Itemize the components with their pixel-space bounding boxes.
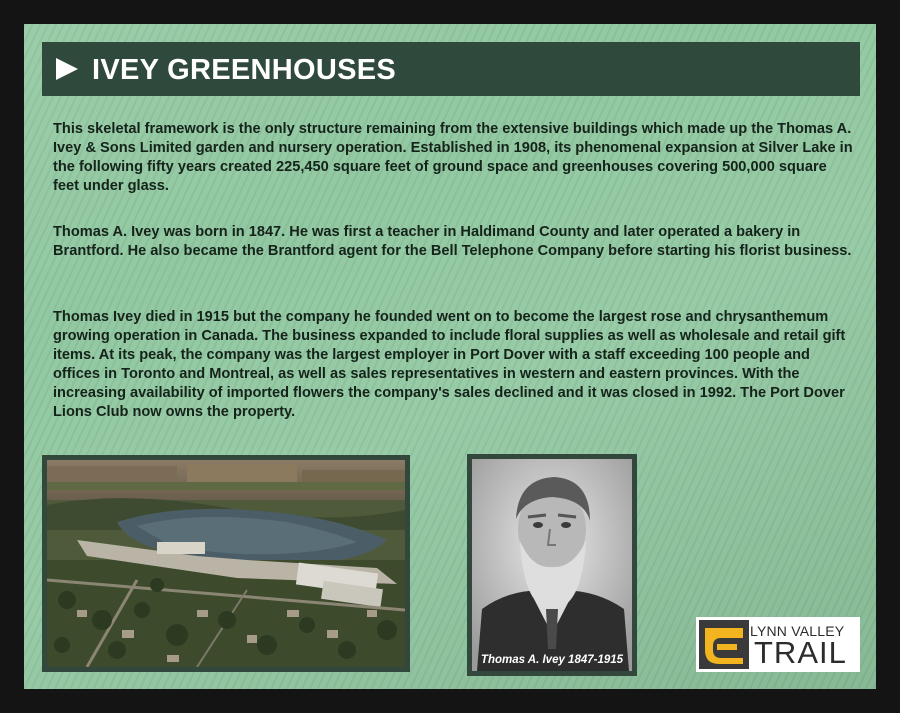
paragraph-company: Thomas Ivey died in 1915 but the company he founded went on to become the largest rose and chrysanthemum growing operation in Canada. The business expanded to include floral supplies as well as wholesale and retail gift items. At its peak, the company was the largest employer in Port Dover with a staff exceeding 100 people and offices in Toronto and Montreal, as well as sales representatives in western and eastern provinces. With the increasing availability of imported flowers the company's sales declined and it was closed in 1992. The Port Dover Lions Club now owns the property. [53, 309, 846, 420]
sign-title: IVEY GREENHOUSES [92, 54, 397, 86]
portrait-photo [467, 454, 637, 676]
play-arrow-icon [56, 58, 78, 80]
portrait-caption: Thomas A. Ivey 1847-1915 [480, 654, 624, 666]
trail-mark-icon [699, 620, 749, 669]
paragraph-biography: Thomas A. Ivey was born in 1847. He was first a teacher in Haldimand County and later operated a bakery in Brantford. He also became the Brantford agent for the Bell Telephone Company before starting his florist business. [53, 224, 852, 259]
logo-line1: LYNN VALLEY [750, 623, 845, 639]
paragraph-history: This skeletal framework is the only structure remaining from the extensive buildings which made up the Thomas A. Ivey & Sons Limited garden and nursery operation. Established in 1908, its phenomenal expansion at Silver Lake in the following fifty years created 225,450 square feet of ground space and greenhouses covering 500,000 square feet under glass. [53, 121, 853, 194]
logo-line2: TRAIL [754, 635, 847, 670]
aerial-photo [42, 455, 410, 672]
lynn-valley-trail-logo [696, 617, 860, 672]
